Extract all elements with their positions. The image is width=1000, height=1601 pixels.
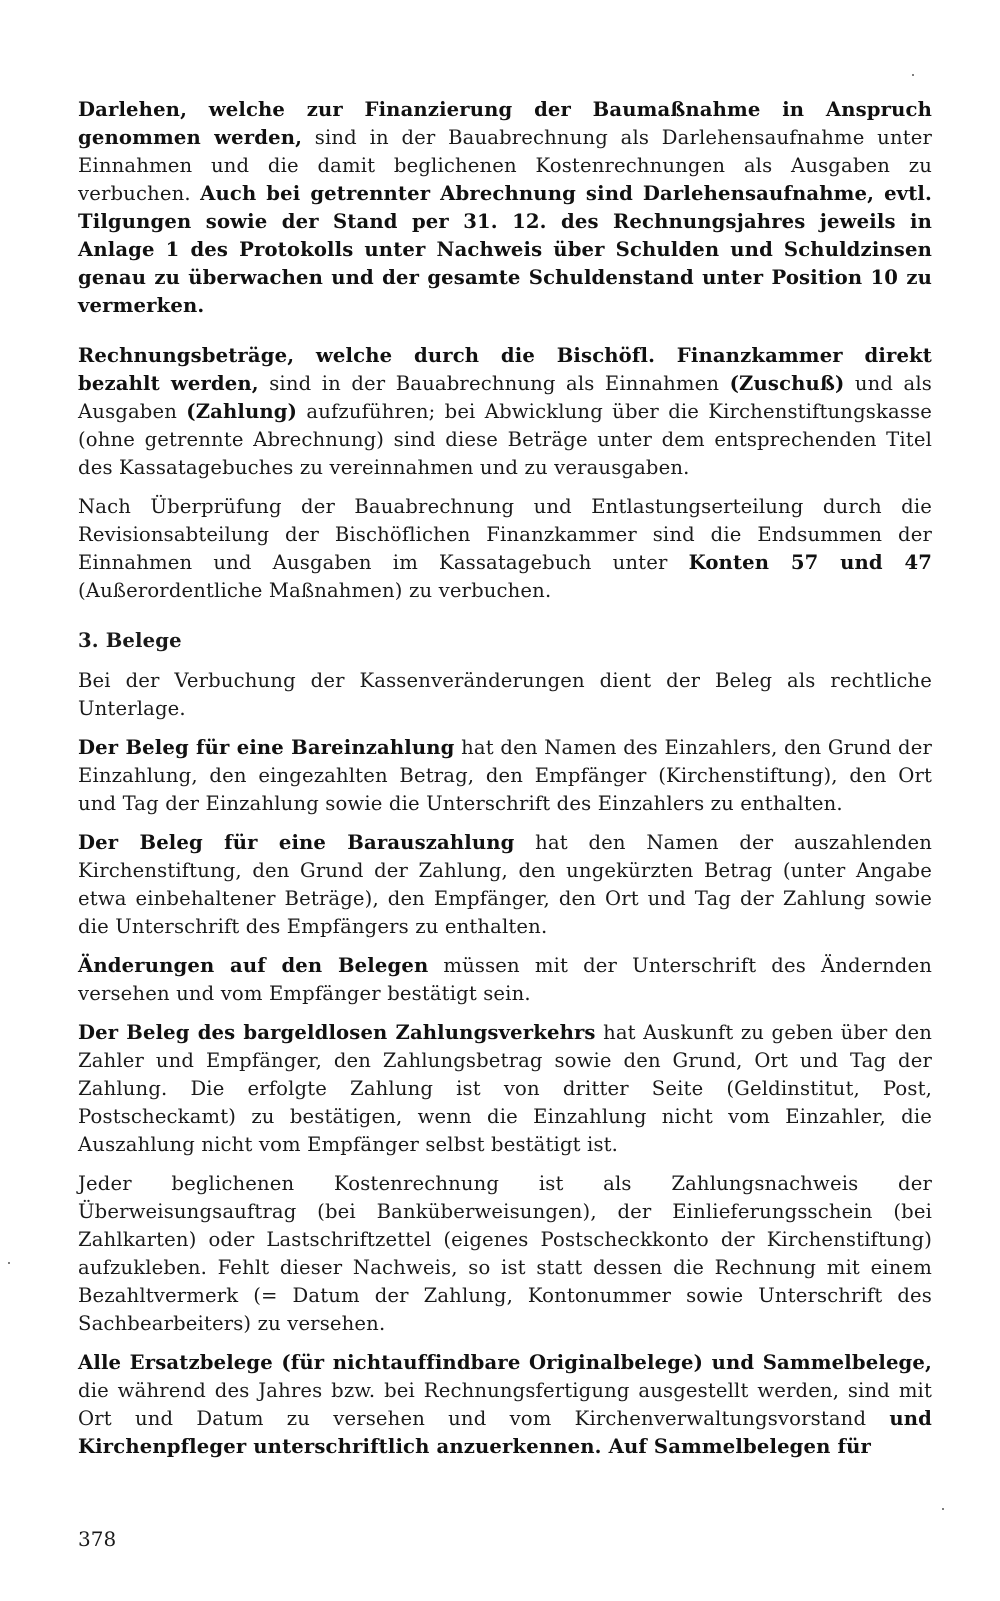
bold-lead: Alle Ersatzbelege (für nichtauffindbare Originalbelege) und Sammelbelege, <box>78 1351 932 1374</box>
paragraph-barauszahlung <box>78 829 932 941</box>
scan-speck <box>942 1508 944 1510</box>
document-page <box>78 96 932 1472</box>
bold-text: und Kirchenpfleger unterschriftlich anzuerkennen. Auf Sammelbelegen für <box>78 1407 932 1458</box>
scan-speck <box>912 74 914 76</box>
paragraph-ueberpruefung <box>78 493 932 605</box>
paragraph-ersatzbelege <box>78 1349 932 1461</box>
body-text: hat Auskunft zu geben über den Zahler und Empfänger, den Zahlungsbetrag sowie den Grund, Ort und Tag der Zahlung. Die erfolgte Zahlung ist von dritter Seite (Geldinstitut, Post, Postscheckamt) zu bestätigen, wenn die Einzahlung nicht vom Einzahler, die Auszahlung nicht vom Empfänger selbst bestätigt ist. <box>78 1021 932 1156</box>
bold-text: Konten 57 und 47 <box>688 551 933 574</box>
paragraph-rechnungsbetraege <box>78 342 932 482</box>
bold-lead: Der Beleg des bargeldlosen Zahlungsverkehrs <box>78 1021 596 1044</box>
paragraph-darlehen <box>78 96 932 320</box>
bold-text: (Zuschuß) <box>729 372 845 395</box>
bold-lead: Änderungen auf den Belegen <box>78 954 429 977</box>
paragraph-aenderungen <box>78 952 932 1008</box>
page-number: 378 <box>78 1527 117 1551</box>
body-text: sind in der Bauabrechnung als Darlehensaufnahme unter Einnahmen und die damit beglichenen Kostenrechnungen als Ausgaben zu verbuchen. <box>78 126 932 205</box>
body-text: müssen mit der Unterschrift des Ändernden versehen und vom Empfänger bestätigt sein. <box>78 954 932 1005</box>
bold-text: Auch bei getrennter Abrechnung sind Darlehensaufnahme, evtl. Tilgungen sowie der Stand per 31. 12. des Rechnungsjahres jeweils in Anlage 1 des Protokolls unter Nachweis über Schulden und Schuldzinsen genau zu überwachen und der gesamte Schuldenstand unter Position 10 zu vermerken. <box>78 182 932 317</box>
body-text: aufzuführen; bei Abwicklung über die Kirchenstiftungskasse (ohne getrennte Abrechnung) sind diese Beträge unter dem entsprechenden Titel des Kassatagebuches zu vereinnahmen und zu verausgaben. <box>78 400 932 479</box>
body-text: hat den Namen des Einzahlers, den Grund der Einzahlung, den eingezahlten Betrag, den Empfänger (Kirchenstiftung), den Ort und Tag der Einzahlung sowie die Unterschrift des Einzahlers zu enthalten. <box>78 736 933 815</box>
paragraph-bareinzahlung <box>78 734 932 818</box>
section-heading-belege: 3. Belege <box>78 629 182 652</box>
body-text: (Außerordentliche Maßnahmen) zu verbuchen. <box>78 579 552 602</box>
bold-lead: Der Beleg für eine Barauszahlung <box>78 831 515 854</box>
bold-lead: Darlehen, welche zur Finanzierung der Baumaßnahme in Anspruch genommen werden, <box>78 98 932 149</box>
paragraph-verbuchung: Bei der Verbuchung der Kassenveränderungen dient der Beleg als rechtliche Unterlage. <box>78 669 932 720</box>
bold-lead: Rechnungsbeträge, welche durch die Bischöfl. Finanzkammer direkt bezahlt werden, <box>78 344 932 395</box>
body-text: hat den Namen der auszahlenden Kirchenstiftung, den Grund der Zahlung, den ungekürzten Betrag (unter Angabe etwa einbehaltener Beträge), den Empfänger, den Ort und Tag der Zahlung sowie die Unterschrift des Empfängers zu enthalten. <box>78 831 932 938</box>
body-text: und als Ausgaben <box>78 372 932 423</box>
paragraph-bargeldlos <box>78 1019 932 1159</box>
bold-text: (Zahlung) <box>186 400 298 423</box>
body-text: die während des Jahres bzw. bei Rechnungsfertigung ausgestellt werden, sind mit Ort und Datum zu versehen und vom Kirchenverwaltungsvorstand <box>78 1379 932 1430</box>
paragraph-zahlungsnachweis: Jeder beglichenen Kostenrechnung ist als Zahlungsnachweis der Überweisungsauftrag (bei Banküberweisungen), der Einlieferungsschein (bei Zahlkarten) oder Lastschriftzettel (eigenes Postscheckkonto der Kirchenstiftung) aufzukleben. Fehlt dieser Nachweis, so ist statt dessen die Rechnung mit einem Bezahltvermerk (= Datum der Zahlung, Kontonummer sowie Unterschrift des Sachbearbeiters) zu versehen. <box>78 1172 932 1335</box>
body-text: Nach Überprüfung der Bauabrechnung und Entlastungserteilung durch die Revisionsabteilung der Bischöflichen Finanzkammer sind die Endsummen der Einnahmen und Ausgaben im Kassatagebuch unter <box>78 495 932 574</box>
bold-lead: Der Beleg für eine Bareinzahlung <box>78 736 455 759</box>
body-text: sind in der Bauabrechnung als Einnahmen <box>258 372 730 395</box>
scan-speck <box>8 1262 10 1264</box>
